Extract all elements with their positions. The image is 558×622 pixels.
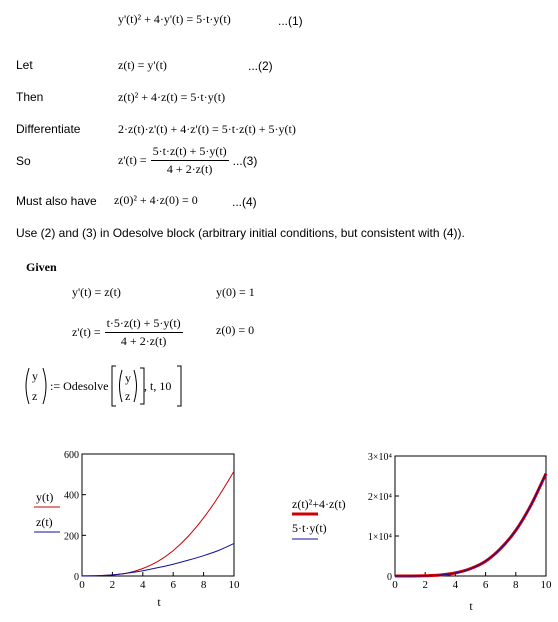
chart-2-ytick-label: 3×10⁴ [367, 452, 392, 463]
chart-check [280, 440, 558, 620]
ode-2-fraction [105, 316, 183, 349]
odesolve-assignment [22, 364, 202, 408]
chart-1-frame [82, 454, 234, 576]
equation-1: y'(t)² + 4·y'(t) = 5·t·y(t) [118, 12, 231, 26]
chart-2-xtick-label: 0 [392, 579, 398, 591]
chart-1-xtick-label: 0 [79, 579, 85, 591]
ode-2-numerator: t·5·z(t) + 5·y(t) [105, 316, 183, 333]
equation-3-numerator: 5·t·z(t) + 5·y(t) [151, 144, 229, 161]
odesolve-brackets [22, 364, 202, 408]
chart-1-ytick-label: 200 [64, 531, 79, 543]
equation-then: z(t)² + 4·z(t) = 5·t·y(t) [118, 90, 226, 104]
let-label: Let [16, 58, 33, 72]
ode-2 [72, 316, 183, 349]
chart-1-xtick-label: 2 [109, 579, 116, 591]
chart-1-xlabel: t [157, 595, 161, 609]
vector-y: y [32, 369, 38, 383]
instruction-text: Use (2) and (3) in Odesolve block (arbitrary initial conditions, but consistent with (4)). [16, 226, 465, 240]
arg-vector-z: z [125, 389, 131, 403]
equation-3-tag: ...(3) [232, 153, 258, 168]
chart-1-xtick-label: 8 [200, 579, 207, 591]
equation-4: z(0)² + 4·z(0) = 0 [114, 193, 198, 207]
odesolve-call: := Odesolve [50, 379, 109, 393]
equation-2-tag: ...(2) [248, 59, 273, 73]
equation-4-tag: ...(4) [232, 195, 257, 209]
chart-1-xtick-label: 4 [140, 579, 146, 591]
chart-2-ytick-label: 2×10⁴ [367, 492, 392, 503]
differentiate-label: Differentiate [16, 122, 81, 136]
chart-1-ytick-label: 600 [64, 450, 79, 461]
equation-1-tag: ...(1) [278, 14, 303, 28]
legend-lhs: z(t)²+4·z(t) [292, 497, 346, 511]
odesolve-args: , t, 10 [144, 379, 172, 393]
chart-2-ytick-label: 1×10⁴ [367, 532, 392, 543]
chart-2-xtick-label: 2 [422, 579, 428, 591]
chart-2-xtick-label: 6 [482, 579, 489, 591]
legend-y: y(t) [36, 490, 54, 504]
chart-2-xtick-label: 8 [513, 579, 519, 591]
equation-3-denominator: 4 + 2·z(t) [166, 162, 213, 176]
ode-2-denominator: 4 + 2·z(t) [120, 334, 167, 348]
ode-1: y'(t) = z(t) [72, 285, 121, 299]
equation-2: z(t) = y'(t) [118, 58, 167, 72]
equation-3-fraction [151, 144, 229, 177]
chart-2-xtick-label: 10 [540, 579, 552, 591]
chart-2-xlabel: t [469, 599, 473, 613]
legend-rhs: 5·t·y(t) [292, 521, 327, 535]
equation-3-lhs: z'(t) = [118, 153, 147, 167]
vector-z: z [32, 389, 38, 403]
ode-2-lhs: z'(t) = [72, 325, 101, 339]
arg-vector-y: y [125, 371, 131, 385]
must-also-have-label: Must also have [16, 194, 97, 208]
chart-2-xtick-label: 4 [452, 579, 459, 591]
equation-3 [118, 144, 257, 177]
given-keyword: Given [26, 260, 57, 274]
chart-y-z [0, 440, 270, 620]
initial-condition-z: z(0) = 0 [216, 323, 255, 337]
then-label: Then [16, 90, 44, 104]
equation-differentiated: 2·z(t)·z'(t) + 4·z'(t) = 5·t·z(t) + 5·y(t) [118, 122, 296, 136]
chart-2-ytick-label: 0 [387, 572, 392, 583]
chart-1-xtick-label: 10 [228, 579, 240, 591]
initial-condition-y: y(0) = 1 [216, 285, 255, 299]
chart-1-ytick-label: 400 [64, 490, 79, 502]
chart-1-xtick-label: 6 [170, 579, 176, 591]
chart-1-ytick-label: 0 [74, 572, 79, 583]
legend-z: z(t) [36, 515, 53, 529]
so-label: So [16, 154, 31, 168]
